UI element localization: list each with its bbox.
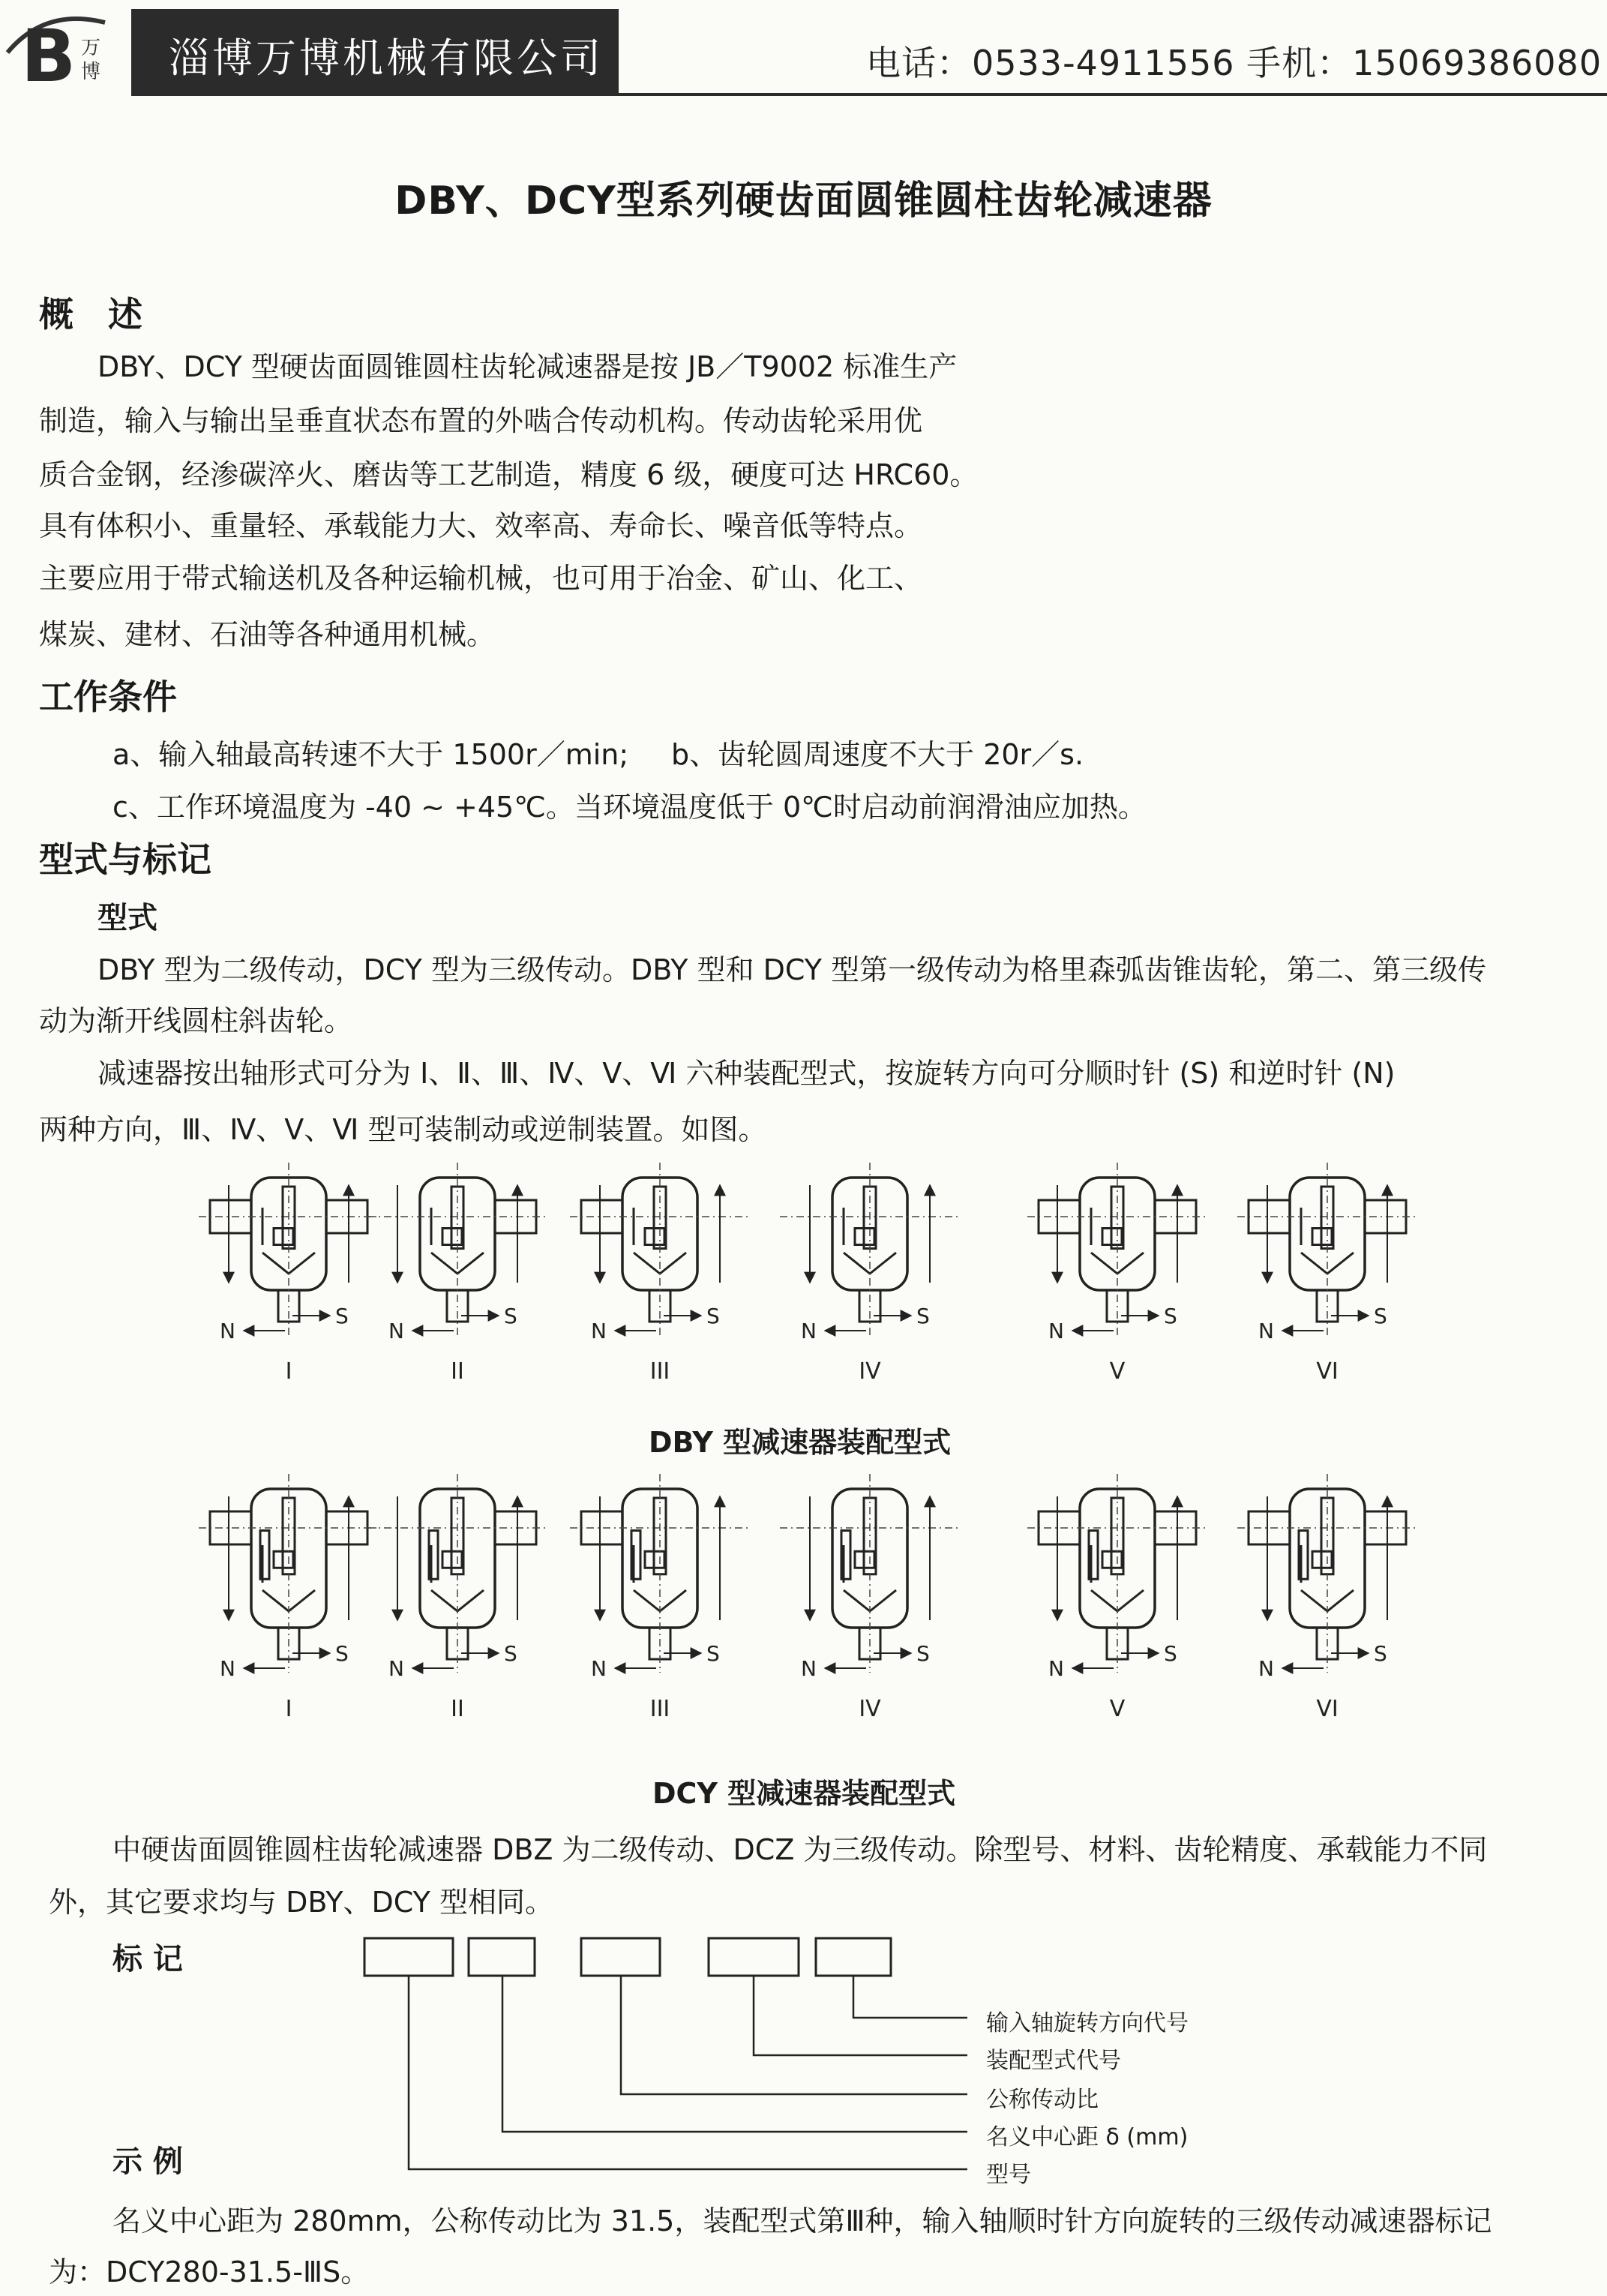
gearbox-diagram-5 — [1027, 1474, 1207, 1722]
page-title: DBY、DCY型系列硬齿面圆锥圆柱齿轮减速器 — [394, 179, 1213, 224]
overview-line: 质合金钢，经渗碳淬火、磨齿等工艺制造，精度 6 级，硬度可达 HRC60。 — [39, 458, 979, 491]
forms-para1-line: DBY 型为二级传动，DCY 型为三级传动。DBY 型和 DCY 型第一级传动为格里森弧齿锥齿轮，第二、第三级传 — [97, 953, 1487, 986]
overview-line: 主要应用于带式输送机及各种运输机械，也可用于冶金、矿山、化工、 — [39, 562, 923, 595]
forms-para2-line: 减速器按出轴形式可分为 Ⅰ、Ⅱ、Ⅲ、Ⅳ、Ⅴ、Ⅵ 六种装配型式，按旋转方向可分顺时针 (S) 和逆时针 (N) — [97, 1057, 1396, 1090]
overview-line: 煤炭、建材、石油等各种通用机械。 — [39, 618, 496, 651]
rotation-s-label: S — [1164, 1304, 1177, 1328]
gearbox-diagram-6 — [1237, 1163, 1417, 1385]
rotation-n-label: N — [1048, 1656, 1064, 1681]
rotation-n-label: N — [801, 1319, 817, 1343]
gearbox-diagram-2 — [367, 1163, 547, 1385]
marking-box — [364, 1938, 453, 1976]
forms-subheading: 型式 — [97, 901, 157, 935]
forms-para2-line: 两种方向，Ⅲ、Ⅳ、Ⅴ、Ⅵ 型可装制动或逆制装置。如图。 — [39, 1113, 767, 1146]
svg-text:万: 万 — [81, 37, 101, 59]
gearbox-diagram-5 — [1027, 1163, 1207, 1385]
marking-box — [709, 1938, 799, 1976]
rotation-n-label: N — [1258, 1656, 1274, 1681]
marking-box — [816, 1938, 891, 1976]
company-name: 淄博万博机械有限公司 — [169, 35, 604, 82]
overview-line: DBY、DCY 型硬齿面圆锥圆柱齿轮减速器是按 JB／T9002 标准生产 — [97, 350, 958, 383]
marking-heading: 标 记 — [112, 1942, 183, 1976]
rotation-n-label: N — [388, 1319, 404, 1343]
condition-a: a、输入轴最高转速不大于 1500r／min; — [112, 738, 629, 771]
marking-item: 公称传动比 — [986, 2087, 1099, 2113]
assembly-type-label: IV — [859, 1696, 881, 1722]
rotation-s-label: S — [706, 1304, 720, 1328]
rotation-n-label: N — [388, 1656, 404, 1681]
dcy-caption: DCY 型减速器装配型式 — [652, 1777, 956, 1810]
dby-caption: DBY 型减速器装配型式 — [649, 1426, 952, 1459]
assembly-type-label: II — [451, 1358, 464, 1385]
rotation-n-label: N — [220, 1656, 235, 1681]
assembly-type-label: I — [285, 1358, 292, 1385]
assembly-type-label: I — [285, 1696, 292, 1722]
example-line: 为：DCY280-31.5-ⅢS。 — [49, 2255, 370, 2288]
dby-diagram-row — [187, 1155, 1462, 1403]
gearbox-diagram-1 — [199, 1163, 379, 1385]
overview-line: 具有体积小、重量轻、承载能力大、效率高、寿命长、噪音低等特点。 — [39, 509, 923, 542]
rotation-n-label: N — [1048, 1319, 1064, 1343]
rotation-s-label: S — [335, 1304, 349, 1328]
rotation-s-label: S — [1374, 1641, 1387, 1666]
gearbox-diagram-4 — [780, 1163, 960, 1385]
assembly-type-label: V — [1109, 1696, 1126, 1722]
condition-b: b、齿轮圆周速度不大于 20r／s. — [671, 738, 1084, 771]
gearbox-diagram-6 — [1237, 1474, 1417, 1722]
gearbox-diagram-3 — [570, 1474, 750, 1722]
assembly-type-label: II — [451, 1696, 464, 1722]
dcy-diagram-row — [187, 1474, 1462, 1744]
rotation-s-label: S — [504, 1304, 517, 1328]
assembly-type-label: V — [1109, 1358, 1126, 1385]
rotation-s-label: S — [1164, 1641, 1177, 1666]
rotation-n-label: N — [220, 1319, 235, 1343]
condition-c: c、工作环境温度为 -40 ~ +45℃。当环境温度低于 0℃时启动前润滑油应加热。 — [112, 791, 1147, 824]
gearbox-diagram-1 — [199, 1474, 379, 1722]
rotation-n-label: N — [801, 1656, 817, 1681]
rotation-s-label: S — [335, 1641, 349, 1666]
example-heading: 示 例 — [112, 2144, 183, 2179]
rotation-s-label: S — [916, 1641, 930, 1666]
gearbox-diagram-2 — [367, 1474, 547, 1722]
svg-text:博: 博 — [81, 61, 101, 83]
rotation-n-label: N — [591, 1319, 607, 1343]
marking-item: 名义中心距 δ (mm) — [986, 2124, 1189, 2150]
rotation-s-label: S — [504, 1641, 517, 1666]
assembly-type-label: VI — [1316, 1358, 1339, 1385]
rotation-n-label: N — [1258, 1319, 1274, 1343]
contact-info: 电话：0533-4911556 手机：15069386080 — [866, 43, 1603, 83]
gearbox-diagram-4 — [780, 1474, 960, 1722]
assembly-type-label: IV — [859, 1358, 881, 1385]
gearbox-diagram-3 — [570, 1163, 750, 1385]
rotation-n-label: N — [591, 1656, 607, 1681]
overview-heading: 概 述 — [39, 294, 142, 335]
conditions-heading: 工作条件 — [39, 677, 177, 717]
assembly-type-label: III — [649, 1696, 670, 1722]
assembly-type-label: III — [649, 1358, 670, 1385]
marking-item: 装配型式代号 — [986, 2048, 1121, 2074]
svg-text:B: B — [21, 14, 76, 98]
marking-item: 型号 — [986, 2162, 1031, 2188]
overview-line: 制造，输入与输出呈垂直状态布置的外啮合传动机构。传动齿轮采用优 — [39, 404, 923, 437]
marking-box — [581, 1938, 660, 1976]
forms-para1-line: 动为渐开线圆柱斜齿轮。 — [39, 1004, 353, 1037]
assembly-type-label: VI — [1316, 1696, 1339, 1722]
forms-heading: 型式与标记 — [39, 839, 211, 880]
marking-box — [469, 1938, 535, 1976]
header-divider — [131, 93, 1607, 96]
medium-line: 中硬齿面圆锥圆柱齿轮减速器 DBZ 为二级传动、DCZ 为三级传动。除型号、材料、齿轮精度、承载能力不同 — [112, 1833, 1488, 1866]
medium-line: 外，其它要求均与 DBY、DCY 型相同。 — [49, 1886, 553, 1919]
example-line: 名义中心距为 280mm，公称传动比为 31.5，装配型式第Ⅲ种，输入轴顺时针方向旋转的三级传动减速器标记 — [112, 2204, 1492, 2237]
rotation-s-label: S — [916, 1304, 930, 1328]
rotation-s-label: S — [1374, 1304, 1387, 1328]
company-logo — [0, 0, 127, 98]
marking-item: 输入轴旋转方向代号 — [986, 2010, 1189, 2036]
rotation-s-label: S — [706, 1641, 720, 1666]
